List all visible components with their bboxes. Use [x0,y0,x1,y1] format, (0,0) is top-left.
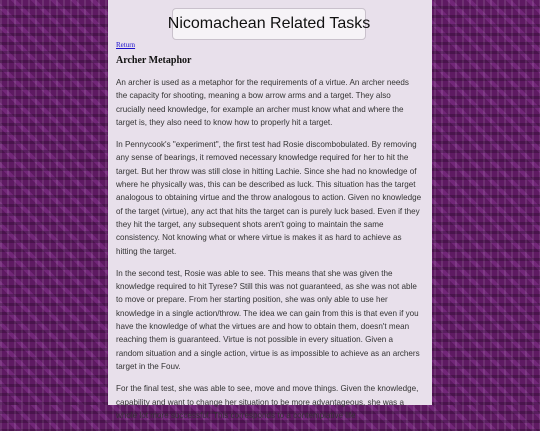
page-title-box [167,8,371,40]
paragraph-final-test: For the final test, she was able to see, move and move things. Given the knowledge, capability and want to change her situation to be more advantageous, she was a whole lot more successful. This corresponds to a contemplative life [116,384,419,420]
content-panel [108,0,432,420]
return-link[interactable]: Return [116,41,136,49]
section-heading: Archer Metaphor [116,55,192,66]
article-body [116,76,422,431]
paragraph-second-test: In the second test, Rosie was able to see. This means that she was given the knowledge required to hit Tyrese? Still this was not guaranteed, as she was not able to move or prepare. From her starting position, she was only able to use her knowledge in a single action/throw. The idea we can gain from this is that even if you have the knowledge of what the virtues are and how to obtain them, doesn't mean reaching them is guaranteed. Virtue is not possible in every situation. Given a random situation and a single action, virtue is as impossible to achieve as an archers target in the Fouv. [116,268,420,371]
paragraph-capacity-knowledge: An archer is used as a metaphor for the requirements of a virtue. An archer needs the capacity for shooting, meaning a bow arrow arms and a target. They also crucially need knowledge, for example an archer must know what and where the target is, they also need to know how to properly hit a target. [116,78,409,127]
page-title: Nicomachean Related Tasks [167,15,371,32]
paragraph-first-test: In Pennycook's "experiment", the first test had Rosie discombobulated. By removing any sense of bearings, it removed necessary knowledge required for her to hit the target. But her throw was still close in hitting Lachie. Since she had no knowledge of where he physically was, this can be described as luck. This situation has the target analogous to obtaining virtue and the throw analogous to action. Given no knowledge of the target (virtue), any act that hits the target can is purely luck based. Even if they they hit the target, any subsequent shots aren't going to maintain the same consistency. Not knowing what or where virtue is makes it as hard to achieve as hitting the target. [116,140,422,256]
